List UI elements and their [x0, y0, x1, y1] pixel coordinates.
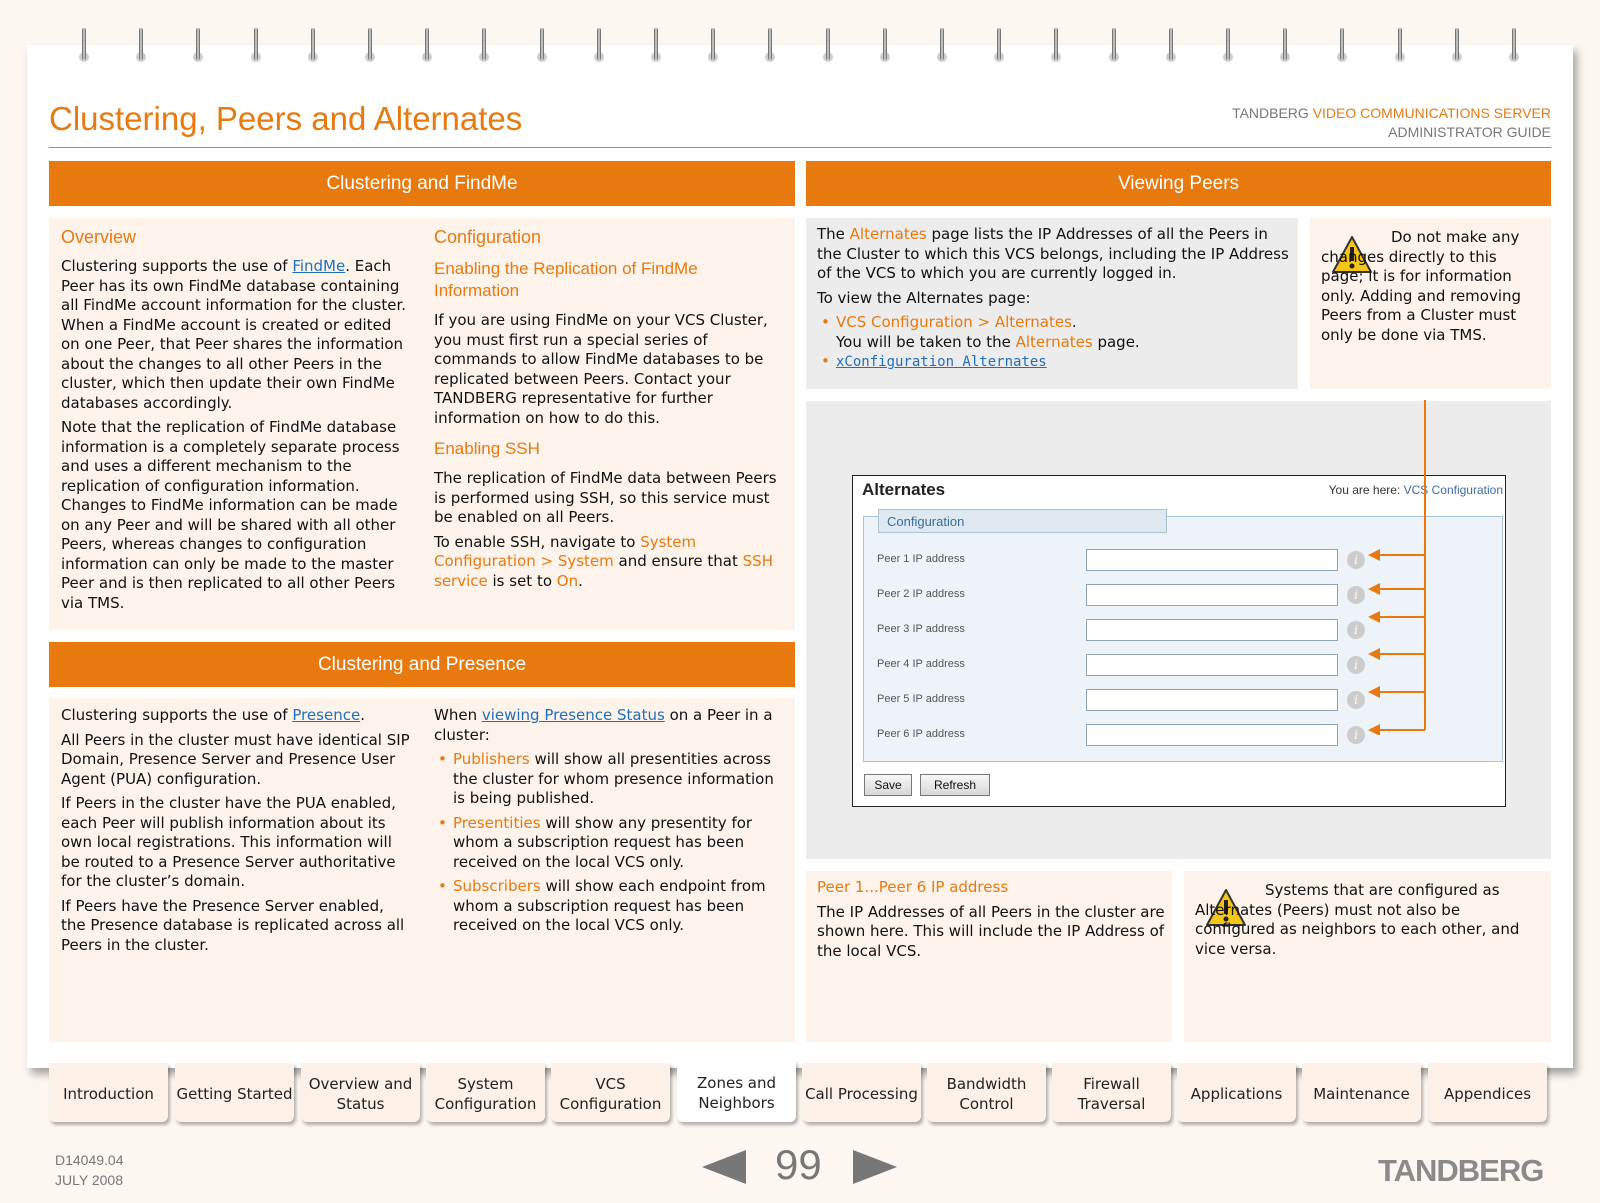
section-bar-viewing-peers: Viewing Peers: [806, 161, 1551, 206]
alternates-link[interactable]: Alternates: [849, 225, 927, 243]
presence-status-intro: When viewing Presence Status on a Peer in a cluster:: [434, 706, 773, 744]
binding-ring: [1337, 28, 1347, 70]
peer-4-label: Peer 4 IP address: [877, 658, 965, 670]
alternates-page-title: Alternates: [862, 480, 946, 499]
presence-paragraph-1: Clustering supports the use of Presence.: [61, 706, 365, 724]
findme-link[interactable]: FindMe: [292, 257, 346, 275]
xconfiguration-alternates-link[interactable]: xConfiguration Alternates: [836, 354, 1047, 370]
presence-left-column: [61, 706, 413, 960]
binding-ring: [651, 28, 661, 70]
section-bar-findme: Clustering and FindMe: [49, 161, 795, 206]
field-description: [817, 878, 1167, 966]
list-item: • Publishers will show all presentities across the cluster for whom presence information is being published.: [434, 750, 786, 809]
peers-intro-text: The Alternates page lists the IP Addresses of all the Peers in the Cluster to which this VCS belongs, including the IP Address of the VCS to which you are currently logged in.: [817, 225, 1289, 282]
refresh-button[interactable]: Refresh: [920, 774, 990, 796]
findme-paragraph-2: Note that the replication of FindMe database information is a completely separate process and uses a different mechanism to the replication of configuration information. Changes to FindMe information can be made on any Peer and will be shared with all other Peers, whereas changes to configuration information can only be made to the master Peer and is then replicated to all other Peers via TMS.: [61, 418, 400, 612]
breadcrumb-link[interactable]: VCS Configuration: [1403, 483, 1503, 497]
breadcrumb: You are here: VCS Configuration: [1328, 483, 1503, 497]
tandberg-logo: TANDBERG: [1378, 1153, 1544, 1188]
tab-bandwidth-control[interactable]: Bandwidth Control: [927, 1063, 1046, 1122]
replication-text: If you are using FindMe on your VCS Cluster, you must first run a special series of commands to allow FindMe databases to be replicated between Peers. Contact your TANDBERG representative for further information on how to do this.: [434, 311, 768, 427]
presence-bullets: [434, 750, 786, 936]
list-item: • Presentities will show any presentity for whom a subscription request has been received on the local VCS only.: [434, 814, 786, 873]
presence-link[interactable]: Presence: [292, 706, 361, 724]
header-rule: [49, 147, 1551, 148]
field-heading: Peer 1...Peer 6 IP address: [817, 878, 1009, 896]
binding-ring: [479, 28, 489, 70]
ssh-service-setting: SSH service: [434, 552, 773, 590]
info-icon[interactable]: i: [1347, 551, 1365, 569]
tab-maintenance[interactable]: Maintenance: [1302, 1063, 1421, 1122]
peer-2-label: Peer 2 IP address: [877, 588, 965, 600]
tab-firewall-traversal[interactable]: Firewall Traversal: [1052, 1063, 1171, 1122]
binding-ring: [994, 28, 1004, 70]
peer-3-ip-input[interactable]: [1086, 619, 1338, 641]
tab-getting-started[interactable]: Getting Started: [175, 1063, 294, 1122]
binding-ring: [537, 28, 547, 70]
alternates-steps: [817, 313, 1293, 373]
ssh-instructions: To enable SSH, navigate to System Configuration > System and ensure that SSH service is set to On.: [434, 532, 773, 590]
peer-5-label: Peer 5 IP address: [877, 693, 965, 705]
document-id: D14049.04: [55, 1152, 124, 1168]
callout-arrows: [1360, 400, 1430, 735]
ssh-text: The replication of FindMe data between Peers is performed using SSH, so this service must be enabled on all Peers.: [434, 469, 777, 526]
binding-ring: [880, 28, 890, 70]
binding-ring: [937, 28, 947, 70]
presence-paragraph-4: If Peers have the Presence Server enabled, the Presence database is replicated across all Peers in the cluster.: [61, 896, 405, 954]
tab-appendices[interactable]: Appendices: [1428, 1063, 1547, 1122]
binding-ring: [1509, 28, 1519, 70]
previous-page-icon[interactable]: [702, 1150, 746, 1184]
binding-ring: [365, 28, 375, 70]
tab-overview-and-status[interactable]: Overview and Status: [301, 1063, 420, 1122]
binding-ring: [1051, 28, 1061, 70]
presence-paragraph-2: All Peers in the cluster must have identical SIP Domain, Presence Server and Presence User Agent (PUA) configuration.: [61, 730, 410, 788]
binding-ring: [1280, 28, 1290, 70]
peers-intro-column: [817, 225, 1293, 378]
tab-zones-and-neighbors[interactable]: Zones and Neighbors: [677, 1061, 796, 1122]
binding-ring: [1166, 28, 1176, 70]
system-config-path[interactable]: System Configuration > System: [434, 532, 697, 570]
info-icon[interactable]: i: [1347, 586, 1365, 604]
findme-config-column: [434, 226, 786, 596]
info-icon[interactable]: i: [1347, 621, 1365, 639]
presence-paragraph-3: If Peers in the cluster have the PUA enabled, each Peer will publish information about its own local registrations. This information will be routed to a Presence Server authoritative for the cluster’s domain.: [61, 794, 396, 890]
binding-ring: [765, 28, 775, 70]
tab-introduction[interactable]: Introduction: [49, 1063, 168, 1122]
guide-header: [1232, 104, 1551, 142]
tab-system-configuration[interactable]: System Configuration: [426, 1063, 545, 1122]
binding-ring: [1452, 28, 1462, 70]
binding-ring: [594, 28, 604, 70]
configuration-heading: Configuration: [434, 227, 542, 247]
page-title: Clustering, Peers and Alternates: [49, 100, 523, 137]
binding-ring: [422, 28, 432, 70]
findme-overview-column: [61, 226, 413, 618]
binding-ring: [823, 28, 833, 70]
peer-4-ip-input[interactable]: [1086, 654, 1338, 676]
brand-prefix: TANDBERG: [1232, 105, 1313, 121]
brand-product: VIDEO COMMUNICATIONS SERVER: [1312, 105, 1551, 121]
overview-heading: Overview: [61, 227, 137, 247]
peer-1-label: Peer 1 IP address: [877, 553, 965, 565]
binding-ring: [308, 28, 318, 70]
warning-note-2: Systems that are configured as Alternates (Peers) must not also be configured as neighbors to each other, and vice versa.: [1195, 881, 1520, 958]
binding-ring: [251, 28, 261, 70]
configuration-legend: Configuration: [878, 509, 1167, 533]
binding-ring: [79, 28, 89, 70]
peer-5-ip-input[interactable]: [1086, 689, 1338, 711]
findme-paragraph-1: Clustering supports the use of FindMe. Each Peer has its own FindMe database containing all FindMe account information for the cluster. When a FindMe account is created or edited on one Peer, that Peer shares the information about the changes to all other Peers in the cluster, which then update their own FindMe databases accordingly.: [61, 257, 407, 412]
binding-ring: [708, 28, 718, 70]
peer-3-label: Peer 3 IP address: [877, 623, 965, 635]
binding-ring: [136, 28, 146, 70]
presence-status-link[interactable]: viewing Presence Status: [481, 706, 665, 724]
tab-call-processing[interactable]: Call Processing: [802, 1063, 921, 1122]
info-icon[interactable]: i: [1347, 656, 1365, 674]
field-text: The IP Addresses of all Peers in the cluster are shown here. This will include the IP Address of the local VCS.: [817, 902, 1165, 960]
section-bar-presence: Clustering and Presence: [49, 642, 795, 687]
binding-ring: [1109, 28, 1119, 70]
binding-ring: [1223, 28, 1233, 70]
list-item: • Subscribers will show each endpoint from whom a subscription request has been received on the local VCS only.: [434, 877, 786, 936]
presence-right-column: [434, 706, 786, 941]
tab-applications[interactable]: Applications: [1177, 1063, 1296, 1122]
ssh-heading: Enabling SSH: [434, 439, 540, 458]
warning-note-1: Do not make any changes directly to this page; it is for information only. Adding and removing Peers from a Cluster must only be done via TMS.: [1321, 228, 1522, 344]
binding-ring: [193, 28, 203, 70]
view-alternates-text: To view the Alternates page:: [817, 288, 1031, 307]
tab-vcs-configuration[interactable]: VCS Configuration: [551, 1063, 670, 1122]
document-info: [55, 1150, 124, 1190]
info-icon[interactable]: i: [1347, 726, 1365, 744]
document-date: JULY 2008: [55, 1172, 123, 1188]
alternates-menu-path[interactable]: VCS Configuration > Alternates: [836, 313, 1072, 331]
ssh-value: On: [556, 571, 579, 590]
list-item: • VCS Configuration > Alternates. You will be taken to the Alternates page.: [817, 313, 1293, 352]
peer-6-ip-input[interactable]: [1086, 724, 1338, 746]
replication-heading: Enabling the Replication of FindMe Information: [434, 259, 698, 300]
brand-guide: ADMINISTRATOR GUIDE: [1388, 124, 1551, 140]
spiral-binding: [27, 28, 1573, 72]
peer-6-label: Peer 6 IP address: [877, 728, 965, 740]
save-button[interactable]: Save: [864, 774, 912, 796]
next-page-icon[interactable]: [853, 1150, 897, 1184]
binding-ring: [1395, 28, 1405, 70]
peer-2-ip-input[interactable]: [1086, 584, 1338, 606]
page-number: 99: [775, 1141, 822, 1188]
peer-1-ip-input[interactable]: [1086, 549, 1338, 571]
list-item: [817, 352, 1293, 373]
info-icon[interactable]: i: [1347, 691, 1365, 709]
